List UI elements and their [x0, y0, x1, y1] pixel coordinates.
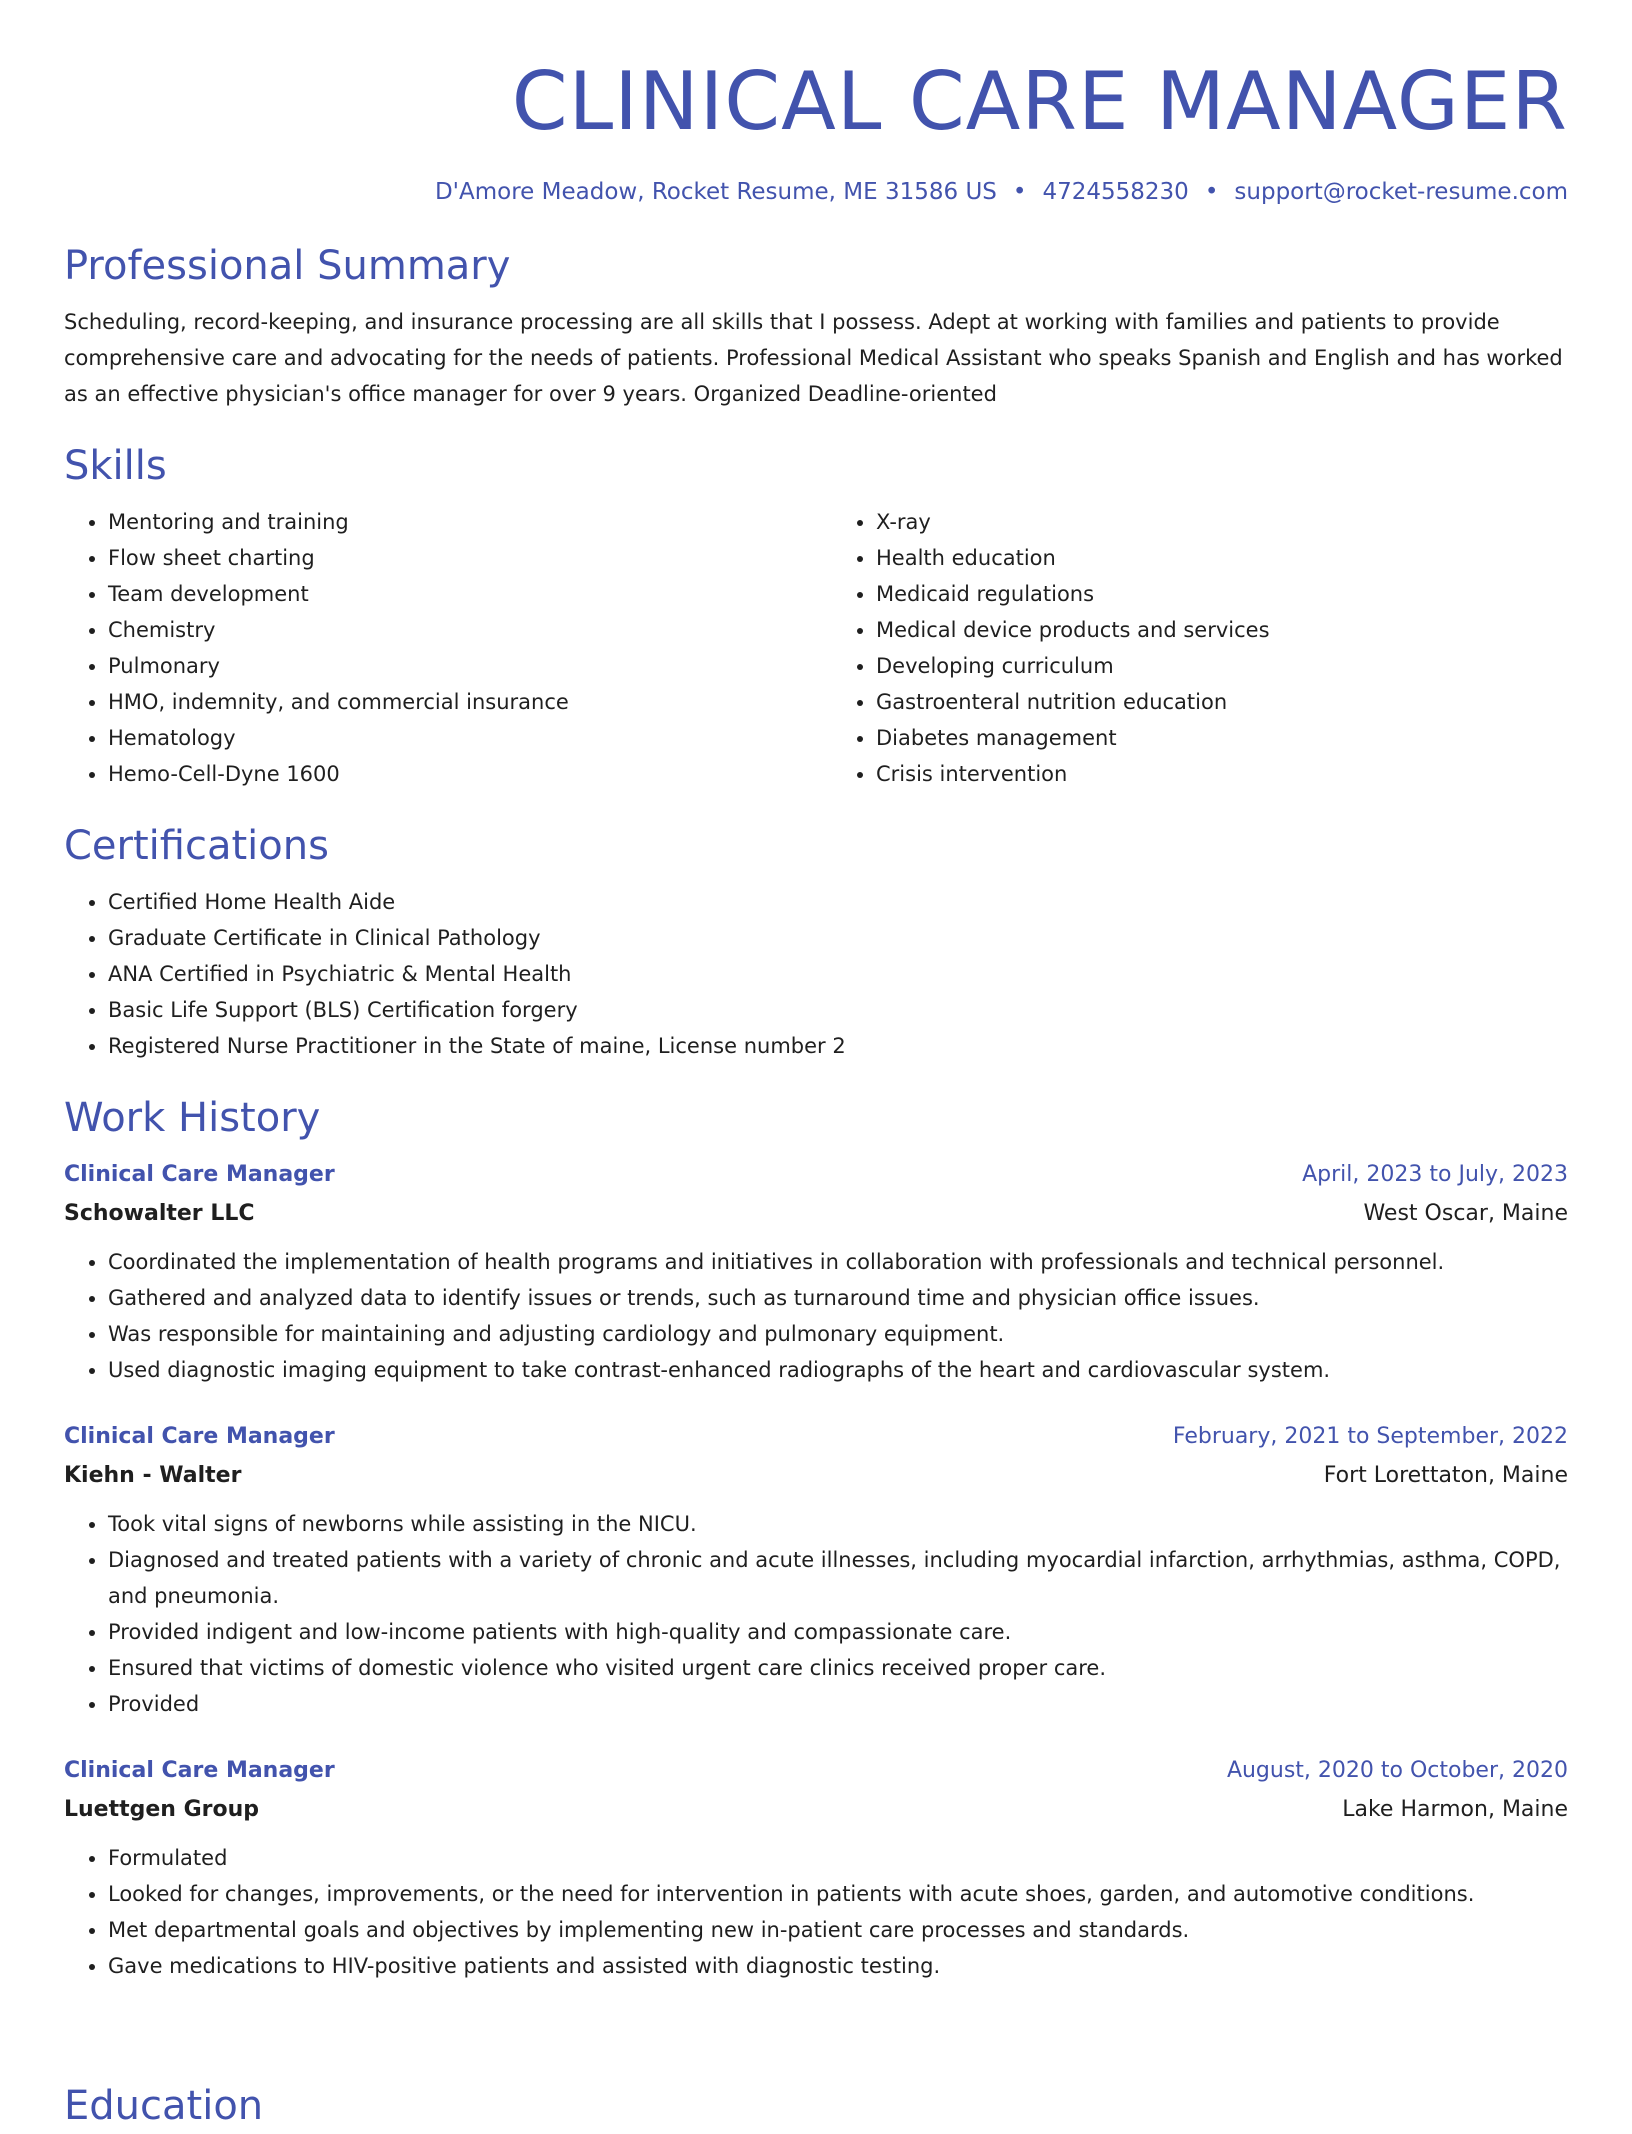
job-bullets [64, 1506, 1568, 1722]
job-dates: February, 2021 to September, 2022 [1172, 1424, 1568, 1449]
skill-item: • Diabetes management [876, 720, 1568, 756]
job-company-row [64, 1194, 1568, 1234]
certification-item: • Basic Life Support (BLS) Certification forgery [108, 992, 1568, 1028]
job-bullets [64, 1840, 1568, 1984]
separator-dot: • [1204, 179, 1219, 205]
education-title: Education [64, 2083, 264, 2129]
job-company: Luettgen Group [64, 1797, 260, 1822]
summary-text: Scheduling, record-keeping, and insurance processing are all skills that I possess. Adept at working with families and patients to provide comprehensive care and advocating for the needs of patients. Professional Medical Assistant who speaks Spanish and English and has worked as an effective physician's office manager for over 9 years. Organized Deadline-oriented [64, 310, 1563, 406]
skill-item: • Pulmonary [108, 648, 816, 684]
skill-item: • Team development [108, 576, 816, 612]
skill-item: • Hematology [108, 720, 816, 756]
skill-item: • Medical device products and services [876, 612, 1568, 648]
job-title: Clinical Care Manager [64, 1424, 335, 1449]
certifications-section [64, 818, 1568, 1064]
job-title: Clinical Care Manager [64, 1758, 335, 1783]
job-dates: April, 2023 to July, 2023 [1302, 1162, 1568, 1187]
certifications-title: Certifications [64, 823, 329, 869]
contact-address: D'Amore Meadow, Rocket Resume, ME 31586 US [434, 179, 997, 205]
job-company-row [64, 1790, 1568, 1830]
resume-header [64, 0, 1568, 208]
skill-item: • Medicaid regulations [876, 576, 1568, 612]
skills-column-left [64, 504, 816, 792]
job-bullet: • Diagnosed and treated patients with a variety of chronic and acute illnesses, including myocardial infarction, arrhythmias, asthma, COPD, and pneumonia. [108, 1542, 1568, 1614]
skill-item: • Hemo-Cell-Dyne 1600 [108, 756, 816, 792]
certification-item: • Certified Home Health Aide [108, 884, 1568, 920]
job-bullet: • Used diagnostic imaging equipment to take contrast-enhanced radiographs of the heart and cardiovascular system. [108, 1352, 1568, 1388]
job-title: Clinical Care Manager [64, 1162, 335, 1187]
job-bullet: • Provided indigent and low-income patients with high-quality and compassionate care. [108, 1614, 1568, 1650]
job-dates: August, 2020 to October, 2020 [1226, 1758, 1568, 1783]
summary-section [64, 238, 1568, 412]
job-bullet: • Met departmental goals and objectives by implementing new in-patient care processes and standards. [108, 1912, 1568, 1948]
job-entry [64, 1752, 1568, 1984]
job-company: Schowalter LLC [64, 1201, 255, 1226]
contact-email: support@rocket-resume.com [1234, 179, 1568, 205]
certification-item: • ANA Certified in Psychiatric & Mental Health [108, 956, 1568, 992]
separator-dot: • [1012, 179, 1027, 205]
job-location: Lake Harmon, Maine [1342, 1797, 1568, 1822]
work-history-section [64, 1090, 1568, 1984]
job-bullet: • Took vital signs of newborns while assisting in the NICU. [108, 1506, 1568, 1542]
job-title-heading: CLINICAL CARE MANAGER [511, 55, 1568, 148]
job-bullet: • Was responsible for maintaining and adjusting cardiology and pulmonary equipment. [108, 1316, 1568, 1352]
skill-item: • Health education [876, 540, 1568, 576]
job-entry [64, 1156, 1568, 1388]
skill-item: • Developing curriculum [876, 648, 1568, 684]
contact-phone: 4724558230 [1042, 179, 1189, 205]
work-history-title: Work History [64, 1095, 321, 1141]
job-bullet: • Provided [108, 1686, 1568, 1722]
skills-title: Skills [64, 443, 167, 489]
job-company-row [64, 1456, 1568, 1496]
skill-item: • X-ray [876, 504, 1568, 540]
certification-item: • Graduate Certificate in Clinical Pathology [108, 920, 1568, 956]
job-header-row [64, 1156, 1568, 1194]
skills-list-left [64, 504, 816, 792]
skills-grid [64, 504, 1568, 792]
job-bullets [64, 1244, 1568, 1388]
skills-column-right [816, 504, 1568, 792]
certifications-list [64, 884, 1568, 1064]
job-bullet: • Coordinated the implementation of health programs and initiatives in collaboration with professionals and technical personnel. [108, 1244, 1568, 1280]
skill-item: • Flow sheet charting [108, 540, 816, 576]
job-header-row [64, 1418, 1568, 1456]
certification-item: • Registered Nurse Practitioner in the State of maine, License number 2 [108, 1028, 1568, 1064]
job-bullet: • Gave medications to HIV-positive patients and assisted with diagnostic testing. [108, 1948, 1568, 1984]
job-header-row [64, 1752, 1568, 1790]
job-location: West Oscar, Maine [1363, 1201, 1568, 1226]
skill-item: • Mentoring and training [108, 504, 816, 540]
contact-line [64, 176, 1568, 208]
skill-item: • Crisis intervention [876, 756, 1568, 792]
skill-item: • HMO, indemnity, and commercial insurance [108, 684, 816, 720]
job-bullet: • Formulated [108, 1840, 1568, 1876]
skill-item: • Chemistry [108, 612, 816, 648]
job-entry [64, 1418, 1568, 1722]
job-company: Kiehn - Walter [64, 1463, 242, 1488]
skills-section [64, 438, 1568, 792]
skills-list-right [816, 504, 1568, 792]
job-bullet: • Looked for changes, improvements, or the need for intervention in patients with acute shoes, garden, and automotive conditions. [108, 1876, 1568, 1912]
job-location: Fort Lorettaton, Maine [1323, 1463, 1568, 1488]
job-bullet: • Gathered and analyzed data to identify issues or trends, such as turnaround time and physician office issues. [108, 1280, 1568, 1316]
summary-title: Professional Summary [64, 243, 511, 289]
job-bullet: • Ensured that victims of domestic violence who visited urgent care clinics received proper care. [108, 1650, 1568, 1686]
skill-item: • Gastroenteral nutrition education [876, 684, 1568, 720]
